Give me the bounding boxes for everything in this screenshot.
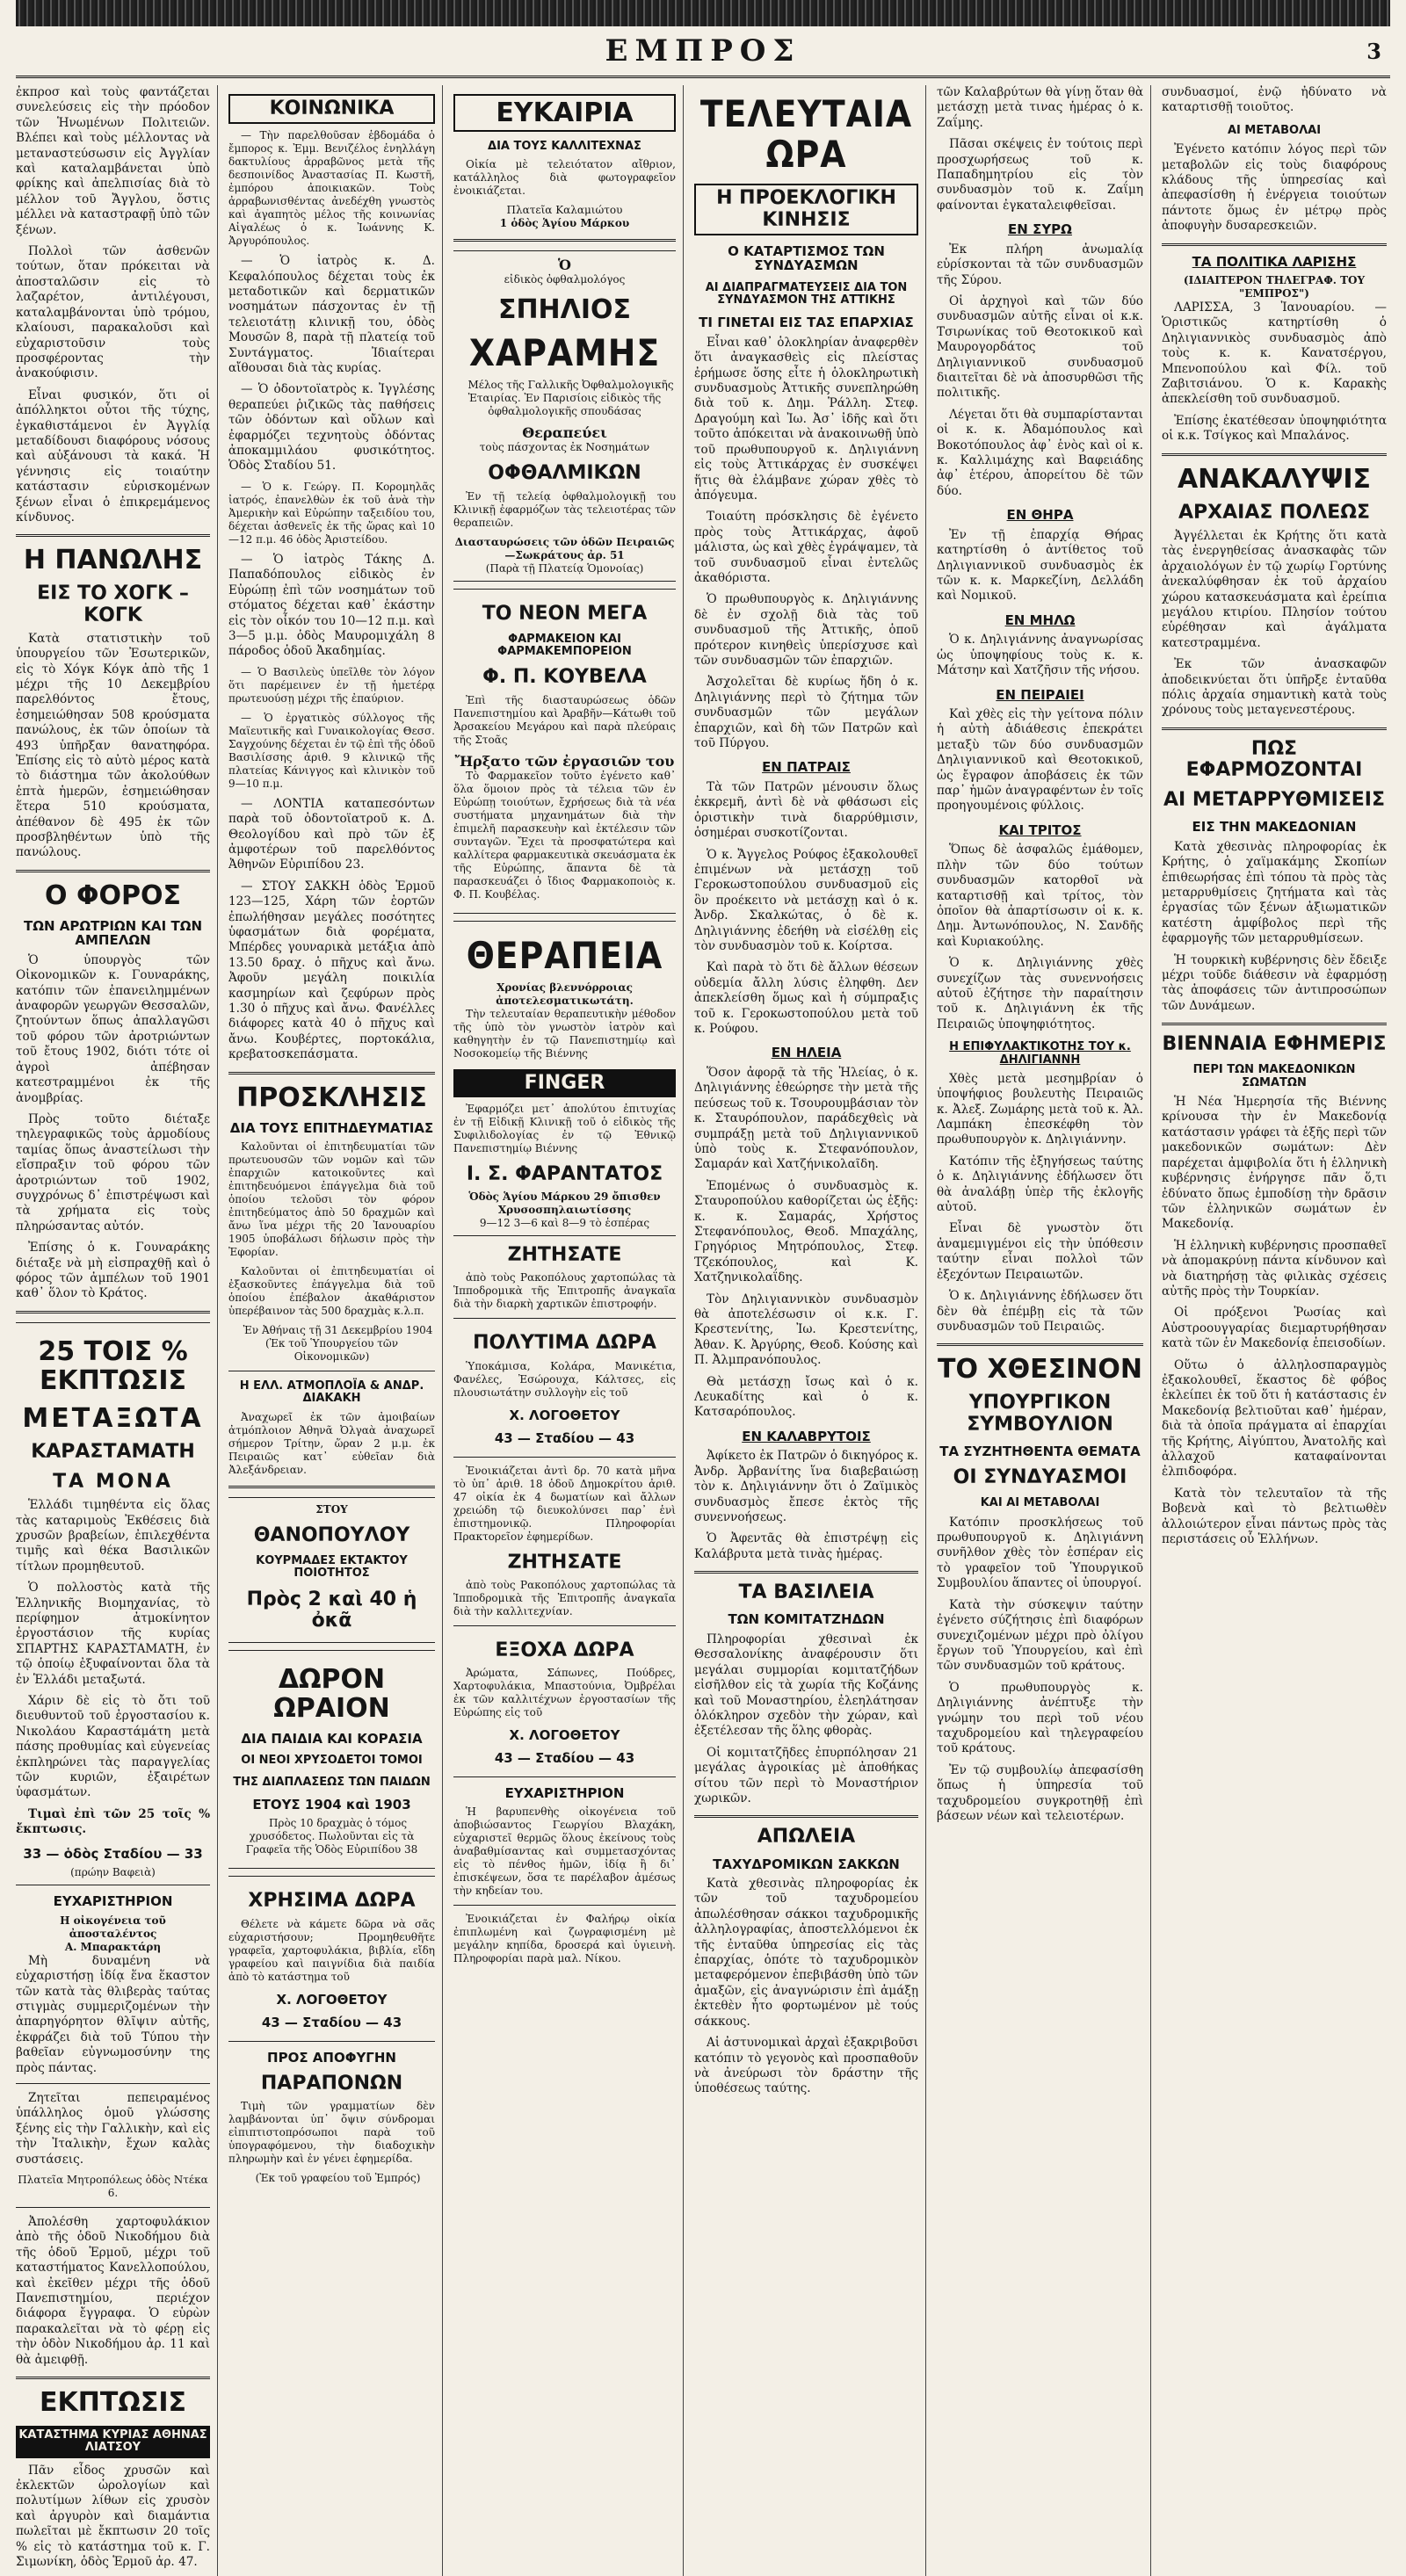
article-text: ἐκπροσ καὶ τοὺς φαντάζεται συνελεύσεις εἰς τὴν πρόοδον τῶν Ἡνωμένων Πολιτειῶν. Βλέπει καὶ τοὺς μέλλοντας νὰ μεταναστεύσωσιν εἰς Ἀγγλίαν καὶ καταλαμβάνεται ὑπὸ φρίκης καὶ ἀπελπισίας διὰ τὸ μέλλον τοῦ Ἄγγλου, ὅστις μέλλει νὰ καταστραφῇ ὑπὸ τῶν ξένων. xyxy=(16,85,210,237)
ad-title: ΤΟ ΝΕΟΝ ΜΕΓΑ xyxy=(482,602,648,625)
article-text: Οὕτω ὁ ἀλληλοσπαραγμὸς ἐξακολουθεῖ, ἕκαστος δὲ φόβος ἐκλείπει ἐκ τοῦ ὅτι ἡ κατάστασις ἐν Μακεδονίᾳ βελτιοῦται καθ᾽ ἡμέραν, διὰ τὰ ὁποῖα πράγματα αἱ ἐπαρχίαι τῆς Κρήτης, Αἰγύπτου, Ἀνατολῆς καὶ ἀλλαχοῦ καταφαίνονται ἐλπιδοφόρα. xyxy=(1162,1357,1387,1480)
column-1 xyxy=(16,85,218,2576)
subheadline: ΤΙ ΓΙΝΕΤΑΙ ΕΙΣ ΤΑΣ ΕΠΑΡΧΙΑΣ xyxy=(699,315,914,331)
divider xyxy=(453,239,676,242)
ad-name: ΣΠΗΛΙΟΣ xyxy=(497,294,632,326)
divider xyxy=(694,1815,918,1818)
ad-name: Χ. ΛΟΓΟΘΕΤΟΥ xyxy=(276,1991,388,2008)
section-heading: ΕΝ ΚΑΛΑΒΡΥΤΟΙΣ xyxy=(742,1428,871,1444)
subheadline: (ΙΔΙΑΙΤΕΡΟΝ ΤΗΛΕΓΡΑΦ. ΤΟΥ "ΕΜΠΡΟΣ") xyxy=(1183,274,1366,300)
ad-article: Ὁ xyxy=(558,257,571,274)
article-text: Ἐν τῇ ἐπαρχίᾳ Θήρας κατηρτίσθη ὁ ἀντίθετος τοῦ Δηλιγιαννικοῦ συνδυασμὸς ἐκ τῶν κ. κ. Μαρκεζίνη, Δελλάδη καὶ Νομικοῦ. xyxy=(937,527,1143,604)
column-6 xyxy=(1162,85,1394,2576)
subheadline: ΠΕΡΙ ΤΩΝ ΜΑΚΕΔΟΝΙΚΩΝ ΣΩΜΑΤΩΝ xyxy=(1192,1063,1356,1089)
subheadline: ΤΑ ΣΥΖΗΤΗΘΕΝΤΑ ΘΕΜΑΤΑ xyxy=(939,1443,1141,1459)
article-text: Τοιαύτη πρόσκλησις δὲ ἐγένετο πρὸς τοὺς Ἀττικάρχας, ἀφοῦ μάλιστα, ὡς καὶ χθὲς ἐγράψαμεν, τὰ τοῦ συνδυασμοῦ εἶναι ἐντελῶς ἀκαθόριστα. xyxy=(694,510,918,585)
headline: Η ΕΛΛ. ΑΤΜΟΠΛΟΪΑ & ΑΝΔΡ. ΔΙΑΚΑΚΗ xyxy=(239,1379,424,1406)
ad-tagline: ΤΑ ΜΟΝΑ xyxy=(53,1470,173,1493)
ad-text: Θέλετε νὰ κάμετε δῶρα νὰ σᾶς εὐχαριστήσουν; Προμηθευθῆτε γραφεῖα, χαρτοφυλάκια, βιβλία, εἴδη γραφείου καὶ παιγνίδια διὰ παιδία ἀπὸ τὸ κατάστημα τοῦ xyxy=(228,1917,435,1983)
column-3 xyxy=(453,85,684,2576)
ad-text: Ἀρώματα, Σάπωνες, Πούδρες, Χαρτοφυλάκια, Μπαστούνια, Ὀμβρέλαι ἐκ τῶν καλλιτέχνων ἐργοστασίων τῆς Εὐρώπης εἰς τοῦ xyxy=(453,1666,676,1719)
article-text: Καὶ χθὲς εἰς τὴν γείτονα πόλιν ἡ αὐτὴ ἀδιάθεσις ἐπεκράτει μεταξὺ τῶν δύο συνδυασμῶν Δηλιγιαννικοῦ καὶ Θεοτοκικοῦ, ὡς ἔγραφον ἀποβάσεις ἐκ τῶν παρ᾽ ἡμῶν ἀναγραφέντων ἐν τοῖς προηγουμένοις φύλλοις. xyxy=(937,707,1143,814)
article-text: ἀπὸ τοὺς Ρακοπόλους χαρτοπώλας τὰ Ἱπποδρομικὰ τῆς Ἐπιτροπῆς ἀναγκαῖα διὰ τὴν καλλιτεχνίαν. xyxy=(453,1578,676,1617)
subheadline: ΚΑΙ ΑΙ ΜΕΤΑΒΟΛΑΙ xyxy=(980,1496,1100,1510)
divider xyxy=(1162,243,1387,246)
article-text: Οἰκία μὲ τελειότατον αἴθριον, κατάλληλος διὰ φωτογραφεῖον ἐνοικιάζεται. xyxy=(453,158,676,198)
article-text: — Τὴν παρελθοῦσαν ἑβδομάδα ὁ ἔμπορος κ. Ἐμμ. Βενιζέλος ἐνηλλάγη δακτυλίους ἀρραβῶνος μετὰ τῆς δεσποινίδος Ἀναστασίας Π. Κωστῆ, ἐμπόρου ἀποικιακῶν. Τοὺς ἀρραβωνισθέντας ἀνεδέχθη γνωστὸς καὶ ἀγαπητὸς μέλος τῆς κοινωνίας Αἰγαλέως ὁ κ. Ἰωάννης Κ. Ἀργυρόπουλος. xyxy=(228,129,435,248)
article-text: Λέγεται ὅτι θὰ συμπαρίστανται οἱ κ. κ. Ἀδαμόπουλος καὶ Βοκοτόπουλος ἀφ᾽ ἑνὸς καὶ οἱ κ. κ. Καλλιμάχης καὶ Βαφειάδης ἀφ᾽ ἑτέρου, ἀπορείτου δὲ τῶν δύο. xyxy=(937,407,1143,498)
ad-address: 43 — Σταδίου — 43 xyxy=(261,2015,402,2031)
article-text: Καλοῦνται οἱ ἐπιτηδευματίαι τῶν πρωτευουσῶν τῶν νομῶν καὶ τῶν ἐπαρχιῶν κατοικοῦντες καὶ ἐπιτηδευόμενοι ἐπάγγελμα διὰ τοῦ ὁποίου τελοῦσι τὸν φόρον ἐπιτηδεύματος ἀπὸ 50 δραχμῶν καὶ ἄνω ἵνα μέχρι τῆς 20 Ἰανουαρίου 1905 ὑποβάλωσι δήλωσιν πρὸς τὴν Ἐφορίαν. xyxy=(228,1140,435,1259)
headline: ΚΟΙΝΩΝΙΚΑ xyxy=(228,94,435,124)
ad-address-note: (πρώην Βαφειὰ) xyxy=(70,1866,156,1879)
article-text: Ἐν τῷ συμβουλίῳ ἀπεφασίσθη ὅπως ἡ ὑπηρεσία τοῦ ταχυδρομείου συγκροτηθῇ ἐπὶ βάσεων νέων καὶ τελειοτέρων. xyxy=(937,1762,1143,1823)
article-text: Χθὲς μετὰ μεσημβρίαν ὁ ὑποψήφιος βουλευτὴς Πειραιῶς κ. Ἀλεξ. Ζωμάρης μετὰ τοῦ κ. Ἀλ. Λαμπάκη ἐπεσκέφθη τὸν πρωθυπουργὸν κ. Δηλιγιάννην. xyxy=(937,1071,1143,1147)
article-text: Ἡ τουρκικὴ κυβέρνησις δὲν ἔδειξε μέχρι τοῦδε διάθεσιν νὰ ἐφαρμόσῃ τὰς ἀποφάσεις τῶν ἀντιπροσώπων τῶν Δυνάμεων. xyxy=(1162,952,1387,1013)
classified-text: Ἐνοικιάζεται ἀντὶ δρ. 70 κατὰ μῆνα τὸ ὑπ᾽ ἀριθ. 18 ὁδοῦ Δημοκρίτου ἀριθ. 47 οἰκία ἐκ 4 δωματίων καὶ ἄλλων χρειώδη τῷ διευκολύνσει παρ᾽ ἑνὶ ἐπιστημονικῷ. Πληροφορίαι Πρακτορεῖον ἐφημερίδων. xyxy=(453,1464,676,1543)
headline: ΖΗΤΗΣΑΤΕ xyxy=(507,1244,622,1267)
article-text: Κατὰ χθεσινὰς πληροφορίας ἐκ τῶν τοῦ ταχυδρομείου ἀπωλέσθησαν σάκκοι ταχυδρομικῆς ἀλληλογραφίας, ἀποστελλόμενοι ἐκ τῆς ἐνταῦθα ὑπηρεσίας εἰς τὰς ἐπαρχίας, ὁπότε τὸ ταχυδρομικὸν μεταφερόμενον ἐπεβιβάσθη ὑπὸ τῶν ἀμαξῶν, εἰς ἀναγνώρισιν ἐπὶ ἁμάξῃ ἐκτεθὲν ἦτο φορτωμένον μὲ τούς σάκκους. xyxy=(694,1877,918,2029)
article-text: Ὁ κ. Δηλιγιάννης χθὲς συνεχίζων τὰς συνεννοήσεις αὐτοῦ ἐζήτησε τὴν παραίτησιν τοῦ κ. Δηλιγιάννη ἐκ τῆς Πειραιῶς ὑποψηφιότητος. xyxy=(937,956,1143,1031)
divider xyxy=(1162,727,1387,730)
article-text: Ὁ ὑπουργὸς τῶν Οἰκονομικῶν κ. Γουναράκης, κατόπιν τῶν ἐπανειλημμένων ἀναφορῶν γεωργῶν Θεσσαλῶν, ζητούντων ὅπως ἀπαλλαγῶσι τοῦ φόρου τῶν ἀροτριώντων τοῦ ἔτους 1902, διότι τότε οἱ ἀγροὶ ἀπέβησαν κατεστραμμένοι ἐκ τῆς ἀνομβρίας. xyxy=(16,952,210,1105)
subheadline: ΑΙ ΜΕΤΑΡΡΥΘΜΙΣΕΙΣ xyxy=(1163,789,1386,812)
headline: ΕΥΚΑΙΡΙΑ xyxy=(453,94,676,132)
article-text: — Ὁ ὀδοντοϊατρὸς κ. Ἰγγλέσης θεραπεύει ῥιζικῶς τὰς παθήσεις τῶν ὀδόντων καὶ οὔλων καὶ ἐφαρμόζει τεχνητοὺς ὀδόντας ἀποκαμμιλάου φυσικότητος. Ὁδὸς Σταδίου 51. xyxy=(228,382,435,474)
ad-line: ΟΙ ΝΕΟΙ ΧΡΥΣΟΔΕΤΟΙ ΤΟΜΟΙ xyxy=(241,1754,423,1768)
headline: Η ΠΡΟΕΚΛΟΓΙΚΗ ΚΙΝΗΣΙΣ xyxy=(694,184,918,235)
article-text: Τὸν Δηλιγιαννικὸν συνδυασμὸν θὰ ἀποτελέσωσιν οἱ κ.κ. Γ. Κρεστενίτης, Ἰω. Κρεστενίτης, Ἀθαν. Κ. Ἀργύρης, Θεοδ. Κούσης καὶ Π. Ἀλμπρανόπουλος. xyxy=(694,1292,918,1368)
divider xyxy=(1162,1023,1387,1025)
article-text: Ἐπίσης ὁ κ. Γουναράκης διέταξε νὰ μὴ εἰσπραχθῇ καὶ ὁ φόρος τῶν ἀμπέλων τοῦ 1901 καθ᾽ ὅλον τὸ Κράτος. xyxy=(16,1241,210,1301)
ad-name: FINGER xyxy=(453,1069,676,1097)
advertisement-exocha-dora xyxy=(453,1625,676,1777)
divider xyxy=(16,2083,210,2084)
article-text: Κατόπιν τῆς ἐξηγήσεως ταύτης ὁ κ. Δηλιγιάννης ἐδήλωσεν ὅτι θὰ ἀναλάβῃ ὑπὲρ τῆς ἐκλογῆς αὐτοῦ. xyxy=(937,1154,1143,1215)
advertisement-charamis xyxy=(453,250,676,581)
article-text: Ἐγένετο κατόπιν λόγος περὶ τῶν μεταβολῶν εἰς τοὺς διαφόρους κλάδους τῆς ὑπηρεσίας καὶ ἀπεφασίσθη ἡ ἐνέργεια τοιούτων πάντοτε ὅμως ἐν μέτρῳ πρὸς ἀποφυγὴν δυσαρεσκειῶν. xyxy=(1162,142,1387,234)
article-text: Εἶναι δὲ γνωστὸν ὅτι ἀναμεμιγμένοι εἰς τὴν ὑπόθεσιν ταύτην εἶναι πολλοὶ τῶν ἐξεχόντων Πειραιωτῶν. xyxy=(937,1221,1143,1282)
article-text: Κατὰ τὸν τελευταῖον τὰ τῆς Βοβενὰ καὶ τὸ βελτιωθὲν ἀλλοιώτερον εἶναι πάντως πρὸς τὰς περιστάσεις οὗ Ἑλλήνων. xyxy=(1162,1486,1387,1547)
article-text: Ὅσον ἀφορᾷ τὰ τῆς Ἠλείας, ὁ κ. Δηλιγιάννης ἐθεώρησε τὴν μετὰ τῆς πεύσεως τοῦ κ. Τσουρουμβάσιαν τὸν κ. Σταυρόπουλον, παράδεχθεὶς νὰ συμπράξῃ μετὰ τοῦ Δηλιγιαννικοῦ ὑπὸ τοὺς κ. Στεφανόπουλον, Σαμαράν καὶ Χατζήνικολαῖδη. xyxy=(694,1065,918,1172)
headline: ΕΥΧΑΡΙΣΤΗΡΙΟΝ xyxy=(53,1893,173,1910)
article-text: Καλοῦνται οἱ ἐπιτηδευματίαι οἱ ἐξασκοῦντες ἐπάγγελμα διὰ τοῦ ὁποίου ἐπέβαλον ἀκαθάριστον ὑπερέβαινον τὰς 500 δραχμὰς κ.λ.π. xyxy=(228,1265,435,1318)
ad-text: Ὑποκάμισα, Κολάρα, Μανικέτια, Φανέλες, Ἐσώρουχα, Κάλτσες, εἰς πλουσιωτάτην συλλογὴν εἰς τοῦ xyxy=(453,1359,676,1399)
page-number: 3 xyxy=(1366,39,1381,64)
article-text: Ἐκ τῶν ἀνασκαφῶν ἀποδεικνύεται ὅτι ὑπῆρξε ἐνταῦθα πόλις ἀρχαία σημαντικὴ κατὰ τοὺς χρόνους τοὺς μεταγενεστέρους. xyxy=(1162,657,1387,718)
ad-title: ΘΕΡΑΠΕΙΑ xyxy=(466,933,663,977)
headline: ΤΑ ΠΟΛΙΤΙΚΑ ΛΑΡΙΣΗΣ xyxy=(1192,253,1357,270)
ad-hours: 9—12 3—6 καὶ 8—9 τὸ ἑσπέρας xyxy=(479,1217,650,1230)
headline: ΤΟ ΧΘΕΣΙΝΟΝ xyxy=(938,1354,1142,1386)
divider xyxy=(228,1486,435,1488)
ad-text: Τιμαὶ ἐπὶ τῶν 25 τοῖς % ἔκπτωσις. xyxy=(16,1806,210,1837)
article-text: Ἀναχωρεῖ ἐκ τῶν ἀμοιβαίων ἀτμόπλοιον Ἀθηνᾶ Ὀλγαὰ ἀναχωρεῖ σήμερον Τρίτην, ὥραν 2 μ.μ. ἐκ Πειραιῶς κατ᾽ εὐθεῖαν διὰ Ἀλεξάνδρειαν. xyxy=(228,1410,435,1476)
section-heading: ΕΝ ΠΕΙΡΑΙΕΙ xyxy=(996,686,1084,703)
article-text: Μὴ δυναμένη νὰ εὐχαριστήσῃ ἰδίᾳ ἕνα ἕκαστον τῶν κατὰ τὰς θλιβερὰς ταύτας στιγμὰς συμμεριζομένων τὴν ἀπαρηγόρητον θλῖψιν αὐτῆς, ἐκφράζει διὰ τοῦ Τύπου τὴν βαθεῖαν εὐγνωμοσύνην της πρὸς πάντας. xyxy=(16,1953,210,2075)
ad-name: Χ. ΛΟΓΟΘΕΤΟΥ xyxy=(509,1726,620,1743)
article-text: Ἀσχολεῖται δὲ κυρίως ἤδη ὁ κ. Δηλιγιάννης περὶ τὸ ζήτημα τῶν συνδυασμῶν τῶν μεγάλων ἐπαρχιῶν, καὶ δὴ τῶν Πατρῶν καὶ τοῦ Πύργου. xyxy=(694,675,918,750)
article-text: Κατὰ στατιστικὴν τοῦ ὑπουργείου τῶν Ἐσωτερικῶν, εἰς τὸ Χόγκ Κόγκ ἀπὸ τῆς 1 μέχρι τῆς 10 Δεκεμβρίου παρελθόντος ἔτους, ἐσημειώθησαν 508 κρούσματα πανώλους, ἐκ τῶν ὁποίων τὰ 493 ὑπῆρξαν θανατηφόρα. Ἐπίσης εἰς τὸ αὐτὸ μέρος κατὰ τὸ διάστημα τῶν ἀκολούθων ἑπτὰ ἡμερῶν, ἐσημειώθησαν ἕτερα 510 κρούσματα, ἀπέθανον δὲ 495 ἐκ τῶν προσβληθέντων ὑπὸ τῆς πανώλους. xyxy=(16,631,210,860)
article-text: Ἡ Νέα Ἡμερησία τῆς Βιέννης κρίνουσα τὴν ἐν Μακεδονίᾳ κατάστασιν γράφει τὰ ἑξῆς περὶ τῶν μακεδονικῶν σωμάτων: Δὲν παρέχεται ἀμφιβολία ὅτι ἡ ἑλληνικὴ κυβέρνησις ἐνήργησε πᾶν ὅ,τι ἐδύνατο ὅπως ἐμποδίσῃ τὴν δρᾶσιν τῶν ἑλληνικῶν σωμάτων ἐν Μακεδονίᾳ. xyxy=(1162,1095,1387,1232)
subheadline: ΥΠΟΥΡΓΙΚΟΝ ΣΥΜΒΟΥΛΙΟΝ xyxy=(967,1392,1113,1436)
article-text: Θὰ μετάσχῃ ἴσως καὶ ὁ κ. Λευκαδίτης καὶ ὁ κ. Κατσαρόπουλος. xyxy=(694,1374,918,1420)
section-heading: ΚΑΙ ΤΡΙΤΟΣ xyxy=(998,821,1082,838)
article-text: Πληροφορίαι χθεσιναὶ ἐκ Θεσσαλονίκης ἀναφέρουσιν ὅτι μεγάλαι συμμορίαι κομιτατζήδων εἰσῆλθον εἰς τὰ χωρία τῆς Κοζάνης καὶ τοῦ Μοναστηρίου, ἐλεηλάτησαν ὁλόκληρον σχεδὸν τὴν χώραν, καὶ ἐξετέλεσαν τῆς ὅλης φθορὰς. xyxy=(694,1632,918,1739)
subheadline: ΤΑΧΥΔΡΟΜΙΚΩΝ ΣΑΚΚΩΝ xyxy=(713,1856,900,1872)
ad-title: ΠΟΛΥΤΙΜΑ ΔΩΡΑ xyxy=(473,1332,656,1355)
ad-name: Ι. Σ. ΦΑΡΑΝΤΑΤΟΣ xyxy=(466,1163,663,1186)
ad-line: τοὺς πάσχοντας ἐκ Νοσημάτων xyxy=(479,441,650,454)
classified-text: Ζητεῖται πεπειραμένος ὑπάλληλος ὁμοῦ γλώσσης ξένης εἰς τὴν Γαλλικὴν, καὶ εἰς τὴν Ἰταλικὴν, ἔχων καλὰς συστάσεις. xyxy=(16,2090,210,2167)
subheadline: ΑΡΧΑΙΑΣ ΠΟΛΕΩΣ xyxy=(1178,501,1370,524)
subheadline: Ο ΚΑΤΑΡΤΙΣΜΟΣ ΤΩΝ ΣΥΝΔΥΑΣΜΩΝ xyxy=(728,242,885,274)
article-text: Αἱ ἀστυνομικαὶ ἀρχαὶ ἐξακριβοῦσι κατόπιν τὸ γεγονὸς καὶ προσπαθοῦν νὰ ἀνεύρωσι τὸν δράστην τῆς ὑποθέσεως ταύτης. xyxy=(694,2036,918,2096)
ad-address: 43 — Σταδίου — 43 xyxy=(494,1750,635,1767)
article-text: — Ὁ κ. Γεώργ. Π. Κορομηλᾶς ἰατρός, ἐπανελθὼν ἐκ τοῦ ἀνὰ τὴν Ἀμερικὴν καὶ Εὐρώπην ταξειδίου του, δέχεται ἀσθενεῖς ἐκ τῆς ὥρας καὶ 10—12 π.μ. 46 ὁδὸς Ἀριστείδου. xyxy=(228,480,435,546)
headline: ΠΡΟΣΚΛΗΣΙΣ xyxy=(236,1082,427,1113)
ad-subtitle: ΔΙΑ ΠΑΙΔΙΑ ΚΑΙ ΚΟΡΑΣΙΑ xyxy=(241,1730,423,1747)
subheadline: ΕΙΣ ΤΟ ΧΟΓΚ – ΚΟΓΚ xyxy=(37,582,189,626)
section-heading: ΑΙ ΜΕΤΑΒΟΛΑΙ xyxy=(1227,123,1322,137)
article-text: Ἀγγέλλεται ἐκ Κρήτης ὅτι κατὰ τὰς ἐνεργηθείσας ἀνασκαφὰς τῶν ἀρχαιολόγων ἐν τῷ χωρίῳ Γορτύνης ἀνεκαλύφθησαν ἐκ τοῦ ἀρχαίου χώρου κατασκευάσματα καὶ ἐρείπια μεγάλου κτιρίου. Πλησίον τούτου εὑρέθησαν καὶ ἀγάλματα κατεστραμμένα. xyxy=(1162,528,1387,650)
ad-subtitle: ΚΟΥΡΜΑΔΕΣ ΕΚΤΑΚΤΟΥ ΠΟΙΟΤΗΤΟΣ xyxy=(256,1553,408,1581)
ad-address-note: (Παρὰ τῇ Πλατείᾳ Ὁμονοίας) xyxy=(485,561,644,575)
ad-address: 43 — Σταδίου — 43 xyxy=(494,1430,635,1447)
headline: ΕΥΧΑΡΙΣΤΗΡΙΟΝ xyxy=(504,1784,625,1801)
ad-name: ΧΑΡΑΜΗΣ xyxy=(468,331,661,375)
advertisement-polytima-dora xyxy=(453,1318,676,1457)
column-4 xyxy=(694,85,926,2576)
divider xyxy=(1162,453,1387,456)
ad-text: Χάριν δὲ εἰς τὸ ὄτι τοῦ διευθυντοῦ τοῦ ἐργοστασίου κ. Νικολάου Καραστάμάτη μετὰ πάσης προθυμίας καὶ εὐγενείας ἐκπληρώνει τὰς παραγγελίας τῶν κυριῶν, ἐξαιρέτων ὑφασμάτων. xyxy=(16,1694,210,1800)
ad-text: Πᾶν εἶδος χρυσῶν καὶ ἐκλεκτῶν ὡρολογίων καὶ πολυτίμων λίθων εἰς χρυσὸν καὶ ἀργυρὸν καὶ διαμάντια πωλεῖται μὲ ἔκπτωσιν 20 τοῖς % εἰς τὸ κατάστημα τοῦ κ. Γ. Σιμωνίκη, ὁδὸς Ἑρμοῦ ἀρ. 47. xyxy=(16,2463,210,2570)
advertisement-karastamati xyxy=(16,1322,210,1885)
article-text: Ὁ πρωθυπουργὸς κ. Δηλιγιάννης ἀνέπτυξε τὴν γνώμην του περὶ τοῦ νέου ταχυδρομείου καὶ τηλεγραφείου τοῦ κράτους. xyxy=(937,1680,1143,1756)
ad-text: Ἐπὶ τῆς διασταυρώσεως ὁδῶν Πανεπιστημίου καὶ Ἀραβῆν—Κάτωθι τοῦ Ἀρσακείου Μεγάρου καὶ παρὰ πλεύραις τῆς Στοᾶς xyxy=(453,693,676,746)
top-border-band xyxy=(16,0,1390,26)
ad-text: Πρὸς 10 δραχμὰς ὁ τόμος χρυσόδετος. Πωλοῦνται εἰς τὰ Γραφεῖα τῆς Ὁδὸς Εὐριπίδου 38 xyxy=(245,1817,418,1856)
article-text: Ὁ Ἀφεντᾶς θὰ ἐπιστρέψῃ εἰς Καλάβρυτα μετὰ τινὰς ἡμέρας. xyxy=(694,1531,918,1561)
subheadline: ΑΙ ΔΙΑΠΡΑΓΜΑΤΕΥΣΕΙΣ ΔΙΑ ΤΟΝ ΣΥΝΔΥΑΣΜΟΝ ΤΗΣ ΑΤΤΙΚΗΣ xyxy=(705,280,908,308)
headline: ΒΙΕΝΝΑΙΑ ΕΦΗΜΕΡΙΣ xyxy=(1162,1033,1387,1056)
headline: ΖΗΤΗΣΑΤΕ xyxy=(507,1551,622,1574)
article-text: — Ὁ ἰατρὸς κ. Δ. Κεφαλόπουλος δέχεται τοὺς ἐκ μεταδοτικῶν καὶ δερματικῶν νοσημάτων πάσχοντας ἐν τῇ τελειοτάτῃ κλινικῇ του, ὁδὸς Μουσῶν 8, παρὰ τῇ πλατείᾳ τοῦ Συντάγματος. Ἰδιαίτεραι αἴθουσαι διὰ τὰς κυρίας. xyxy=(228,254,435,376)
advertisement-chrisima-dora xyxy=(228,1876,435,2041)
ad-address: Ὁδὸς Ἁγίου Μάρκου 29 ὄπισθεν Χρυσοσπηλαιωτίσσης xyxy=(468,1190,661,1217)
headline: ΠΩΣ ΕΦΑΡΜΟΖΟΝΤΑΙ xyxy=(1185,737,1363,781)
section-heading: ΕΝ ΜΗΛΩ xyxy=(1004,611,1076,628)
ad-text: Τὸ Φαρμακεῖον τοῦτο ἐγένετο καθ᾽ ὅλα ὅμοιον πρὸς τὰ τέλεια τῶν ἐν Εὐρώπῃ τοιούτων, ἔχρήσεως διὰ τὰ νέα συστήματα μηχανημάτων διὰ τὴν ἐπιμελῆ παρασκευὴν καὶ ἐκτέλεσιν τῶν συνταγῶν. Ἔχει τὰ προσφατώτερα καὶ καλλίτερα φαρμακευτικὰ σκευάσματα ἐκ τῆς Εὐρώπης, ἅπαντα δὲ τὰ παρασκευάζει ὁ ἴδιος Φαρμακοποιὸς κ. Φ. Π. Κουβέλας. xyxy=(453,769,676,901)
column-2 xyxy=(228,85,443,2576)
ad-line: Θεραπεύει xyxy=(522,424,607,442)
ad-subtitle: ΦΑΡΜΑΚΕΙΟΝ ΚΑΙ ΦΑΡΜΑΚΕΜΠΟΡΕΙΟΝ xyxy=(497,632,632,659)
subheadline: ΠΑΡΑΠΟΝΩΝ xyxy=(260,2073,403,2095)
ad-title: ΔΩΡΟΝ ΩΡΑΙΟΝ xyxy=(273,1663,390,1724)
advertisement-thanopoulou xyxy=(228,1497,435,1643)
article-text: Ὁ κ. Δηλιγιάννης ἐδήλωσεν ὅτι δὲν θὰ ἐπέμβῃ εἰς τὰ τῶν συνδυασμῶν τοῦ Πειραιῶς. xyxy=(937,1289,1143,1334)
article-text: Ὁ κ. Δηλιγιάννης ἀναγνωρίσας ὡς ὑποψηφίους τοὺς κ. κ. Μάτσην καὶ Χατζῆσιν τῆς νήσου. xyxy=(937,633,1143,678)
column-5 xyxy=(937,85,1151,2576)
headline: ΑΝΑΚΑΛΥΨΙΣ xyxy=(1177,463,1372,495)
article-text: — Ὁ ἐργατικὸς σύλλογος τῆς Μαϊευτικῆς καὶ Γυναικολογίας Θεσσ. Σαγχούνης δέχεται ἐν τῷ ἐπὶ τῆς ὁδοῦ Βασιλίσσης ἀριθ. 9 κλινικῷ τῆς πλατείας Κάνιγγος καὶ κλινικὸν τοῦ 9—10 π.μ. xyxy=(228,711,435,790)
ad-title: 25 ΤΟΙΣ % ΕΚΠΤΩΣΙΣ xyxy=(38,1335,188,1396)
article-text: Ὁ πρωθυπουργὸς κ. Δηλιγιάννης δὲ ἐν σχολῇ διὰ τὰς τοῦ συνδυασμοῦ τῆς Ἀττικῆς, ὁποῦ πρότερον κινηθεὶς ὑπερίσχυσε καὶ τῶν συνδυασμῶν τῶν ἐπαρχιῶν. xyxy=(694,592,918,668)
article-text: Τὰ τῶν Πατρῶν μένουσιν ὅλως ἐκκρεμῆ, ἀντὶ δὲ νὰ φθάσωσι εἰς ὁριστικὴν τινὰ διαρρύθμισιν, ὁσημέραι συσκοτίζονται. xyxy=(694,779,918,841)
section-heading: ΕΝ ΘΗΡΑ xyxy=(1006,507,1074,524)
section-heading: ΕΝ ΠΑΤΡΑΙΣ xyxy=(762,759,851,776)
subheadline: ΔΙΑ ΤΟΥΣ ΕΠΙΤΗΔΕΥΜΑΤΙΑΣ xyxy=(229,1119,434,1136)
ad-line: Ἤρξατο τῶν ἐργασιῶν του xyxy=(454,752,675,770)
ad-name: ΚΑΡΑΣΤΑΜΑΤΗ xyxy=(31,1440,195,1463)
headline: ΑΠΩΛΕΙΑ xyxy=(757,1826,856,1849)
signature: Ἐν Ἀθήναις τῇ 31 Δεκεμβρίου 1904 (Ἐκ τοῦ Ὑπουργείου τῶν Οἰκονομικῶν) xyxy=(243,1324,433,1364)
subheadline: ΕΙΣ ΤΗΝ ΜΑΚΕΔΟΝΙΑΝ xyxy=(1192,819,1357,836)
ad-line: Χρονίας βλεννόρροιας ἀποτελεσματικωτάτη. xyxy=(496,980,634,1007)
advertisement-kouvela xyxy=(453,589,676,914)
headline: ΠΡΟΣ ΑΠΟΦΥΓΗΝ xyxy=(267,2049,396,2066)
divider xyxy=(228,1072,435,1075)
ad-name: Φ. Π. ΚΟΥΒΕΛΑ xyxy=(482,666,647,689)
ad-line: ΤΗΣ ΔΙΑΠΛΑΣΕΩΣ ΤΩΝ ΠΑΙΔΩΝ xyxy=(233,1775,431,1789)
article-text: Κατὰ χθεσινὰς πληροφορίας ἐκ Κρήτης, ὁ χαϊμακάμης Σκοπίων ἐπιθεωρήσας ἐπὶ τόπου τὰ πρὸς τὰς μεταρρυθμίσεις ζητήματα καὶ τὰς ἐργασίας τῶν ξένων ἀξιωματικῶν κατέστη ἀμφίβολος περὶ τῆς ἐφαρμογῆς τῶν μεταρρυθμίσεων. xyxy=(1162,839,1387,946)
article-text: Ὁ κ. Ἄγγελος Ρούφος ἐξακολουθεῖ ἐπιμένων νὰ μετάσχῃ τοῦ Γεροκωστοπούλου συνδυασμοῦ εἰς ὃν προέκειτο νὰ μετάσχῃ καὶ ὁ κ. Ἀνδρ. Σκαλκώτας, ὁ δὲ κ. Δηλιγιάννης ἐδεήθη νὰ εἰσέλθῃ εἰς τὸν συνδυασμὸν τοῦ κ. Κοίρτσα. xyxy=(694,847,918,953)
subheadline: ΟΙ ΣΥΝΔΥΑΣΜΟΙ xyxy=(953,1466,1127,1489)
ad-price: Πρὸς 2 καὶ 40 ἡ ὀκᾶ xyxy=(246,1588,417,1632)
columns xyxy=(16,85,1390,2570)
article-text: Κατόπιν προσκλήσεως τοῦ πρωθυπουργοῦ κ. Δηλιγιάννη συνῆλθον χθὲς τὸν ἑσπέραν εἰς τὸ γραφεῖον τοῦ Ὑπουργικοῦ Συμβουλίου ἅπαντες οἱ ὑπουργοί. xyxy=(937,1515,1143,1591)
advertisement-therapeia xyxy=(453,921,676,1237)
subheadline: ΔΙΑ ΤΟΥΣ ΚΑΛΛΙΤΕΧΝΑΣ xyxy=(488,140,641,153)
ad-prefix: ΣΤΟΥ xyxy=(315,1502,348,1516)
ad-subtitle: ΚΑΤΑΣΤΗΜΑ ΚΥΡΙΑΣ ΑΘΗΝΑΣ ΛΙΑΤΣΟΥ xyxy=(16,2426,210,2458)
ad-text: Ἑλλάδι τιμηθέντα εἰς ὅλας τὰς καταριμοὺς Ἐκθέσεις διὰ χρυσῶν βραβείων, ἐπιλεχθέντα τιμῆς καὶ θέκα Βασιλικῶν τίτλων προμηθευτοῦ. xyxy=(16,1498,210,1574)
article-text: Πολλοὶ τῶν ἀσθενῶν τούτων, ὅταν πρόκειται νὰ ἀποσταλῶσιν εἰς τὸ λαζαρέτον, ἀντιλέγουσι, καταλαμβάνονται ὑπὸ τρόμου, κλαίουσι, παρακαλοῦσι καὶ εὐχαριστοῦσιν τοὺς προσφέροντας τὴν ἀνακούφισιν. xyxy=(16,244,210,381)
article-text: ΛΑΡΙΣΣΑ, 3 Ἰανουαρίου. — Ὁριστικῶς κατηρτίσθη ὁ Δηλιγιαννικὸς συνδυασμὸς ἀπὸ τοὺς κ. κ. Κανατσέργου, Μπενοπούλου καὶ Φίλ. τοῦ Ζαβιτσιάνου. Ὁ κ. Καρακὴς ἀπεκλείσθη τοῦ συνδυασμοῦ. xyxy=(1162,300,1387,407)
classified-text: Ἀπολέσθη χαρτοφυλάκιον ἀπὸ τῆς ὁδοῦ Νικοδήμου διὰ τῆς ὁδοῦ Ἑρμοῦ, μέχρι τοῦ καταστήματος Κανελλοπούλου, καὶ ἐκεῖθεν μέχρι τῆς ὁδοῦ Πανεπιστημίου, περιέχον διάφορα ἔγγραφα. Ὁ εὑρὼν παρακαλεῖται νὰ τὸ φέρῃ εἰς τὴν ὁδὸν Νικοδήμου ἀρ. 11 καὶ θὰ ἀμειφθῇ. xyxy=(16,2214,210,2367)
article-text: Οἱ πρόξενοι Ῥωσίας καὶ Αὐστροουγγαρίας διεμαρτυρήθησαν κατὰ τῶν ἐν Μακεδονίᾳ ἐπεισοδίων. xyxy=(1162,1306,1387,1351)
ad-name: ΘΑΝΟΠΟΥΛΟΥ xyxy=(253,1523,410,1546)
article-text: Εἶναι καθ᾽ ὁλοκληρίαν ἀναφερθὲν ὅτι ἀναγκασθεὶς εἰς πλείστας ἐρήμωσε ὅσης εἶτε ἡ ὁλοκληρωτικὴ συνδυασμοὺς Ἀττικῆς συνεπληρώθη διὰ τοῦ κ. Δημ. Ῥάλλη. Στεφ. Δραγούμη καὶ Ἰω. Ἀσ᾽ ἰδῆς καὶ ὅτι τοῦτο ἀπόκειται νὰ ἀνακοινωθῇ ὑπὸ τοῦ πρωθυπουργοῦ κ. Δηλιγιάννη εἰς τοὺς Ἀττικάρχας ἐν συσκέψει ἥτις θὰ ἐλάμβανε χώραν χθὲς τὸ ἀπόγευμα. xyxy=(694,335,918,503)
headline-main: ΤΕΛΕΥΤΑΙΑ ΩΡΑ xyxy=(699,92,913,177)
ad-text: Ἐν τῇ τελείᾳ ὀφθαλμολογικῇ του Κλινικῇ ἐφαρμόζων τὰς τελειοτέρας τῶν θεραπειῶν. xyxy=(453,489,676,529)
address: 1 ὁδὸς Ἁγίου Μάρκου xyxy=(499,217,630,230)
subheadline: Α. Μπαρακτάρη xyxy=(64,1940,162,1953)
ad-text: Μέλος τῆς Γαλλικῆς Ὀφθαλμολογικῆς Ἑταιρίας. Ἐν Παρισίοις εἰδικὸς τῆς ὀφθαλμολογικῆς σπουδάσας xyxy=(467,379,674,418)
article-text: συνδυασμοί, ἐνῷ ἠδύνατο νὰ καταρτισθῇ τοιοῦτος. xyxy=(1162,85,1387,115)
classified-address: Πλατεῖα Μητροπόλεως ὁδὸς Ντέκα 6. xyxy=(18,2173,208,2199)
article-text: Καὶ παρὰ τὸ ὅτι δὲ ἄλλων θέσεων οὐδεμία ἄλλη λύσις ἐληφθη. Δεν ἀπεκλείσθη ὅμως καὶ ἡ σύμπραξις τοῦ κ. Γεροκωστοπούλου μετὰ τοῦ κ. Ρούφου. xyxy=(694,960,918,1036)
article-text: Πᾶσαι σκέψεις ἐν τούτοις περὶ προσχωρήσεως τοῦ κ. Παπαδημητρίου εἰς τὸν συνδυασμὸν τοῦ κ. Ζαΐμη φαίνονται ἐγκαταλειφθεῖσαι. xyxy=(937,137,1143,213)
divider xyxy=(16,1311,210,1313)
ad-text: Τὴν τελευταίαν θεραπευτικὴν μέθοδον τῆς ὑπὸ τὸν γνωστὸν ἰατρὸν καὶ καθηγητὴν ἐν τῷ Πανεπιστημίῳ καὶ Νοσοκομείῳ τῆς Βιέννης xyxy=(453,1007,676,1060)
headline: Η ΠΑΝΩΛΗΣ xyxy=(23,545,203,576)
subheadline: ΤΩΝ ΚΟΜΙΤΑΤΖΗΔΩΝ xyxy=(728,1611,885,1628)
classified-text: Ἐνοικιάζεται ἐν Φαλήρῳ οἰκία ἐπιπλωμένη καὶ ζωγραφισμένη μὲ μεγάλην κηπίδα, δροσερά καὶ ὑγιεινὴ. Πληροφορίαι παρὰ μαλ. Νίκου. xyxy=(453,1913,676,1965)
ad-line: ΟΦΘΑΛΜΙΚΩΝ xyxy=(488,462,641,485)
ad-address: Διασταυρώσεις τῶν ὁδῶν Πειραιῶς—Σωκράτους ἀρ. 51 xyxy=(454,535,675,561)
headline: ΤΑ ΒΑΣΙΛΕΙΑ xyxy=(738,1581,874,1604)
article-text: Ἐπομένως ὁ συνδυασμὸς κ. Σταυροπούλου καθορίζεται ὡς ἑξῆς: κ. κ. Σαμαράς, Χρήστος Στεφανόπουλος, Θεοδ. Μπαχάλης, Γρηγόριος Μητρόπουλος, Στεφ. Τζεκόπουλος, καὶ Κ. Χατζηνικολαΐδης. xyxy=(694,1178,918,1285)
ad-line: ΕΤΟΥΣ 1904 καὶ 1903 xyxy=(252,1796,411,1813)
divider xyxy=(16,534,210,537)
divider xyxy=(16,870,210,872)
newspaper-title: ΕΜΠΡΟΣ xyxy=(605,33,801,69)
divider xyxy=(16,2377,210,2379)
section-heading: ΕΝ ΣΥΡΩ xyxy=(1008,221,1072,238)
section-heading: Η ΕΠΙΦΥΛΑΚΤΙΚΟΤΗΣ ΤΟΥ κ. ΔΗΛΙΓΙΑΝΝΗ xyxy=(949,1040,1131,1067)
divider xyxy=(16,2207,210,2208)
ad-title: ΕΞΟΧΑ ΔΩΡΑ xyxy=(495,1639,634,1661)
article-text: Ἐκ πλήρη ἀνωμαλίᾳ εὑρίσκονται τὰ τῶν συνδυασμῶν τῆς Σύρου. xyxy=(937,242,1143,287)
section-heading: ΕΝ ΗΛΕΙΑ xyxy=(771,1045,842,1061)
address: Πλατεῖα Καλαμιώτου xyxy=(506,204,623,217)
ad-text: Ὁ πολλοστὸς κατὰ τῆς Ἑλληνικῆς Βιομηχανίας, τὸ περίφημον ἀτμοκίνητον ἐργοστάσιον τῆς κυρίας ΣΠΑΡΤΗΣ ΚΑΡΑΣΤΑΜΑΤΗ, ἐν τῷ ὁποίῳ ἐξυφαίνονται ὅλα τὰ ἐν Ἑλλάδι μεταξωτά. xyxy=(16,1581,210,1687)
ad-title: ΕΚΠΤΩΣΙΣ xyxy=(40,2387,186,2419)
signature: (Ἐκ τοῦ γραφείου τοῦ Ἐμπρός) xyxy=(255,2172,421,2185)
masthead xyxy=(16,26,1390,78)
ad-subtitle: ΜΕΤΑΞΩΤΑ xyxy=(22,1402,204,1434)
article-text: — Ὁ Βασιλεὺς ὑπεῖλθε τὸν λόγον ὅτι παρέμεινεν ἐν τῇ ἡμετέρᾳ πρωτευούσῃ μέχρι τῆς ἐπαύριον. xyxy=(228,665,435,705)
article-text: Πρὸς τοῦτο διέταξε τηλεγραφικῶς τοὺς ἀρμοδίους ταμίας ὅπως ἀναστείλωσι τὴν εἴσπραξιν τοῦ φόρου τῶν ἀροτριώντων τοῦ 1902, συγχρόνως δ᾽ ἐπιστρέψωσι καὶ τὰ χρήματα εἰς τοὺς πληρώσαντας αὐτόν. xyxy=(16,1111,210,1234)
article-text: Εἶναι φυσικόν, ὅτι οἱ ἀπόλληκτοι οὗτοι τῆς τύχης, ἐγκαθιστάμενοι ἐν Ἀγγλίᾳ μεταδίδουσι διαφόρους νόσους καὶ αὐξάνουσι τὰ κακά. Ἡ γέννησις εἰς τοιαύτην κατάστασιν εὑρισκομένων ξένων εἶναι ὁ ἐπικρεμάμενος κίνδυνος. xyxy=(16,387,210,525)
subheadline: Η οἰκογένεια τοῦ ἀποσταλέντος xyxy=(60,1914,166,1940)
article-text: — Ὁ ἰατρὸς Τάκης Δ. Παπαδόπουλος εἰδικὸς ἐν Εὐρώπῃ ἐπὶ τῶν νοσημάτων τοῦ στόματος δέχεται καθ᾽ ἑκάστην εἰς τὸν οἶκόν του 10—12 π.μ. καὶ 3—5 μ.μ. ὁδὸς Μαυρομιχάλη 8 πάροδος ὁδοῦ Ἀκαδημίας. xyxy=(228,552,435,659)
divider xyxy=(694,1571,918,1574)
divider xyxy=(453,1905,676,1906)
article-text: Ἡ ἑλληνικὴ κυβέρνησις προσπαθεῖ νὰ ἀπομακρύνῃ πάντα κίνδυνον καὶ νὰ διατηρήσῃ τὰς φιλικὰς σχέσεις αὐτῆς πρὸς τὴν Τουρκίαν. xyxy=(1162,1238,1387,1299)
ad-text: Ἐφαρμόζει μετ᾽ ἀπολύτου ἐπιτυχίας ἐν τῇ Εἰδικῇ Κλινικῇ τοῦ ὁ εἰδικὸς τῆς Συφιλιδολογίας ἐν τῷ Ἐθνικῷ Πανεπιστημίῳ Βιέννης xyxy=(453,1103,676,1155)
advertisement-doron xyxy=(228,1650,435,1870)
article-text: Ὅπως δὲ ἀσφαλῶς ἐμάθομεν, πλὴν τῶν δύο τούτων συνδυασμῶν κατορθοῖ νὰ καταρτισθῇ καὶ τρίτος, τὸν ὁποῖον θὰ ἀπαρτίσωσιν οἱ κ. κ. Δημ. Ἀντωνόπουλος, Ν. Σανδῆς καὶ Κυριακούλης. xyxy=(937,843,1143,949)
ad-title: ΧΡΗΣΙΜΑ ΔΩΡΑ xyxy=(248,1890,416,1913)
divider xyxy=(937,1343,1143,1346)
ad-prefix: εἰδικὸς ὀφθαλμολόγος xyxy=(504,273,626,286)
article-text: τῶν Καλαβρύτων θὰ γίνῃ ὅταν θὰ μετάσχῃ μετὰ τινας ἡμέρας ὁ κ. Ζαΐμης. xyxy=(937,85,1143,130)
headline: Ο ΦΟΡΟΣ xyxy=(45,879,181,911)
article-text: Τιμὴ τῶν γραμματίων δὲν λαμβάνονται ὑπ᾽ ὄψιν σύνδρομαι εἰπιπτιστοπρόσωποι παρὰ τοῦ ὑπογραφόμενου, τὴν διαδοχικὴν πληρωμὴν καὶ ἐν γένει ἐφημερίδα. xyxy=(228,2100,435,2166)
ad-name: Χ. ΛΟΓΟΘΕΤΟΥ xyxy=(509,1407,620,1423)
article-text: Οἱ ἀρχηγοὶ καὶ τῶν δύο συνδυασμῶν αὐτῆς εἶναι οἱ κ.κ. Τσιρωνίκας τοῦ Θεοτοκικοῦ καὶ Μαυρογορδάτος τοῦ Δηλιγιαννικοῦ συνδυασμοῦ διαιτεῖται δὲ νὰ ἀποσυρθῶσι τῆς πολιτικῆς. xyxy=(937,293,1143,401)
article-text: Ἡ βαρυπενθὴς οἰκογένεια τοῦ ἀποβιώσαντος Γεωργίου Βλαχάκη, εὐχαριστεῖ θερμῶς ὅλους ἐκείνους τοὺς ἀναβαθμίσαντας καὶ συμμετασχόντας εἰς τὸ πένθος ἡμῶν, ἰδίᾳ ἢ δι᾽ ἐπισκέψεων, ὅσα τε παρέλαβον ἀμέσως τὴν κηδείαν του. xyxy=(453,1805,676,1898)
article-text: Κατὰ τὴν σύσκεψιν ταύτην ἐγένετο σύζήτησις ἐπὶ διαφόρων συνεχιζομένων μέχρι πρὸ ὀλίγου ἔργων τοῦ Ὑπουργείου, καὶ ἐπὶ τῶν συνδυασμῶν τοῦ κράτους. xyxy=(937,1597,1143,1674)
ad-address: 33 — ὁδὸς Σταδίου — 33 xyxy=(23,1845,203,1862)
article-text: — ΣΤΟΥ ΣΑΚΚΗ ὁδὸς Ἑρμοῦ 123—125, Χάρη τῶν ἑορτῶν ἐπωλήθησαν μεγάλες ποσότητες ὑφασμάτων διὰ φορέματα, Μπέρδες γουναρικὰ μετάξια ἀπὸ 13.50 δραχ. ὁ πῆχυς καὶ ἄνω. Ἀφοῦν μεγάλη ποικιλία κασμηρίων καὶ ζεφύρων πρὸς 1.30 ὁ πῆχυς καὶ ἄνω. Φανέλλες διάφορες κατὰ 40 ὁ πῆχυς καὶ ἄνω. Κουβέρτες, πορτοκάλια, κρεβατοσκεπάσματα. xyxy=(228,879,435,1062)
article-text: Οἱ κομιτατζῆδες ἐπυρπόλησαν 21 μεγάλας ἀγροικίας μὲ ἀποθήκας σίτου τῶν περὶ τὸ Μοναστήριον χωρικῶν. xyxy=(694,1745,918,1805)
article-text: Ἐπίσης ἐκατέθεσαν ὑποψηφιότητα οἱ κ.κ. Τσίγκος καὶ Μπαλάνος. xyxy=(1162,413,1387,444)
subheadline: ΤΩΝ ΑΡΩΤΡΙΩΝ ΚΑΙ ΤΩΝ ΑΜΠΕΛΩΝ xyxy=(23,917,203,949)
article-text: ἀπὸ τοὺς Ρακοπόλους χαρτοπώλας τὰ Ἱπποδρομικὰ τῆς Ἐπιτροπῆς ἀναγκαῖα διὰ τὴν διαρκὴ χαρτικῶν ἐπιστροφήν. xyxy=(453,1271,676,1311)
article-text: — ΛΟΝΤΙΑ καταπεσόντων παρὰ τοῦ ὀδοντοϊατροῦ κ. Δ. Θεολογίδου καὶ πρὸ τῶν ἐξ ἀμφοτέρων τοῦ παρελθόντος Ἀθηνῶν Εὐριπίδου 23. xyxy=(228,796,435,872)
article-text: Ἀφίκετο ἐκ Πατρῶν ὁ δικηγόρος κ. Ἀνδρ. Ἀρβανίτης ἵνα διαβεβαιώσῃ τὸν κ. Δηλιγιάννην ὅτι ὁ Ζαϊμικὸς συνδυασμὸς ἔπεσε ἐκτὸς τῆς συνεννοήσεως. xyxy=(694,1449,918,1524)
